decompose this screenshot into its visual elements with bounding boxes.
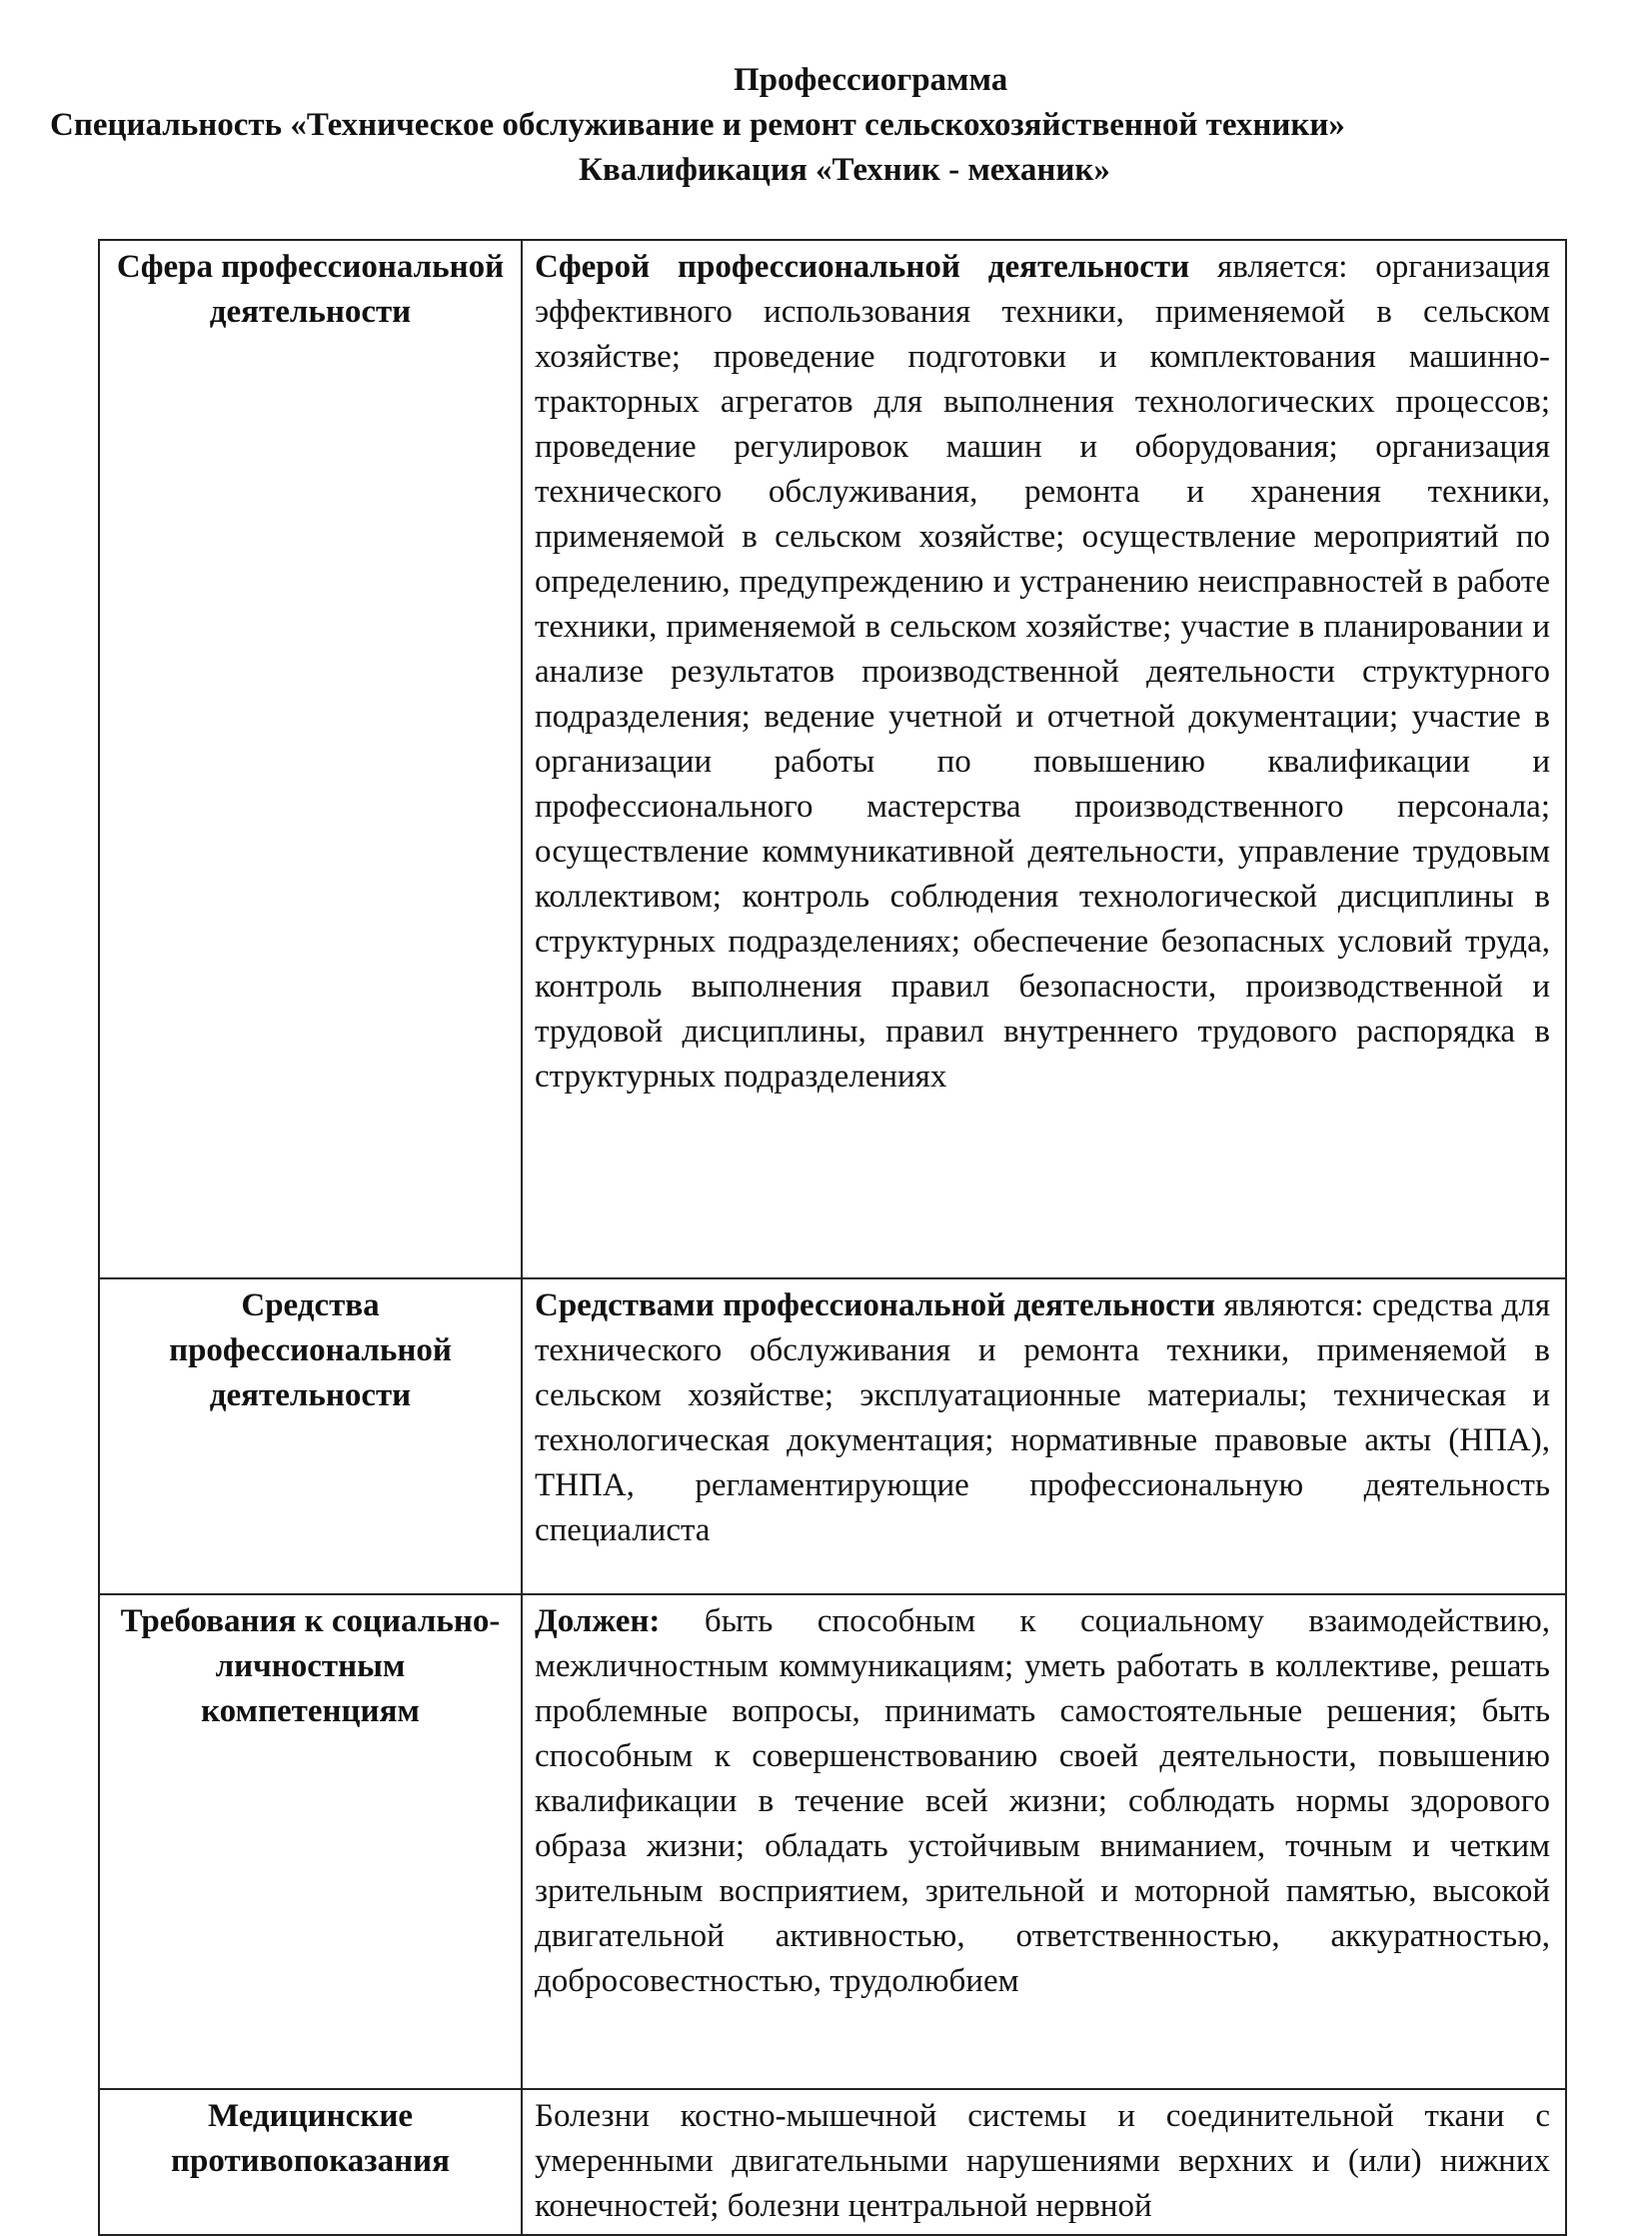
qualification-line: Квалификация «Техник - механик»: [579, 152, 1110, 188]
row-text-medical: Болезни костно-мышечной системы и соединительной ткани с умеренными двигательными нарушениями верхних и (или) нижних конечностей; болезни центральной нервной: [535, 2098, 1550, 2224]
table-row: [99, 2089, 1566, 2235]
row-lead-requirements: Должен:: [535, 1603, 661, 1639]
table-row: [99, 1278, 1566, 1594]
document-title: Профессиограмма: [734, 62, 1008, 98]
row-content-medical: [522, 2089, 1566, 2235]
row-label-requirements: Требования к социально-личностным компетенциям: [99, 1594, 522, 2089]
row-label-medical: Медицинские противопоказания: [99, 2089, 522, 2235]
specialty-line: Специальность «Техническое обслуживание и ремонт сельскохозяйственной техники»: [50, 107, 1345, 143]
table-row: [99, 1594, 1566, 2089]
row-text-sphere: является: организация эффективного использования техники, применяемой в сельском хозяйстве; проведение подготовки и комплектования машинно-тракторных агрегатов для выполнения технологических процессов; проведение регулировок машин и оборудования; организация технического обслуживания, ремонта и хранения техники, применяемой в сельском хозяйстве; осуществление мероприятий по определению, предупреждению и устранению неисправностей в работе техники, применяемой в сельском хозяйстве; участие в планировании и анализе результатов производственной деятельности структурного подразделения; ведение учетной и отчетной документации; участие в организации работы по повышению квалификации и профессионального мастерства производственного персонала; осуществление коммуникативной деятельности, управление трудовым коллективом; контроль соблюдения технологической дисциплины в структурных подразделениях; обеспечение безопасных условий труда, контроль выполнения правил безопасности, производственной и трудовой дисциплины, правил внутреннего трудового распорядка в структурных подразделениях: [535, 249, 1550, 1095]
row-text-means: являются: средства для технического обслуживания и ремонта техники, применяемой в сельском хозяйстве; эксплуатационные материалы; техническая и технологическая документация; нормативные правовые акты (НПА), ТНПА, регламентирующие профессиональную деятельность специалиста: [535, 1287, 1550, 1548]
row-lead-sphere: Сферой профессиональной деятельности: [535, 249, 1190, 285]
row-label-means: Средства профессиональной деятельности: [99, 1278, 522, 1594]
professiogram-table: [98, 239, 1567, 2236]
row-lead-means: Средствами профессиональной деятельности: [535, 1287, 1216, 1323]
row-content-sphere: [522, 240, 1566, 1278]
row-text-requirements: быть способным к социальному взаимодействию, межличностным коммуникациям; уметь работать в коллективе, решать проблемные вопросы, принимать самостоятельные решения; быть способным к совершенствованию своей деятельности, повышению квалификации в течение всей жизни; соблюдать нормы здорового образа жизни; обладать устойчивым вниманием, точным и четким зрительным восприятием, зрительной и моторной памятью, высокой двигательной активностью, ответственностью, аккуратностью, добросовестностью, трудолюбием: [535, 1603, 1550, 1999]
document-header: [0, 58, 1652, 193]
row-content-medical-clip: [535, 2094, 1550, 2230]
row-content-requirements: [522, 1594, 1566, 2089]
row-content-means: [522, 1278, 1566, 1594]
row-label-sphere: Сфера профессиональной деятельности: [99, 240, 522, 1278]
table-row: [99, 240, 1566, 1278]
